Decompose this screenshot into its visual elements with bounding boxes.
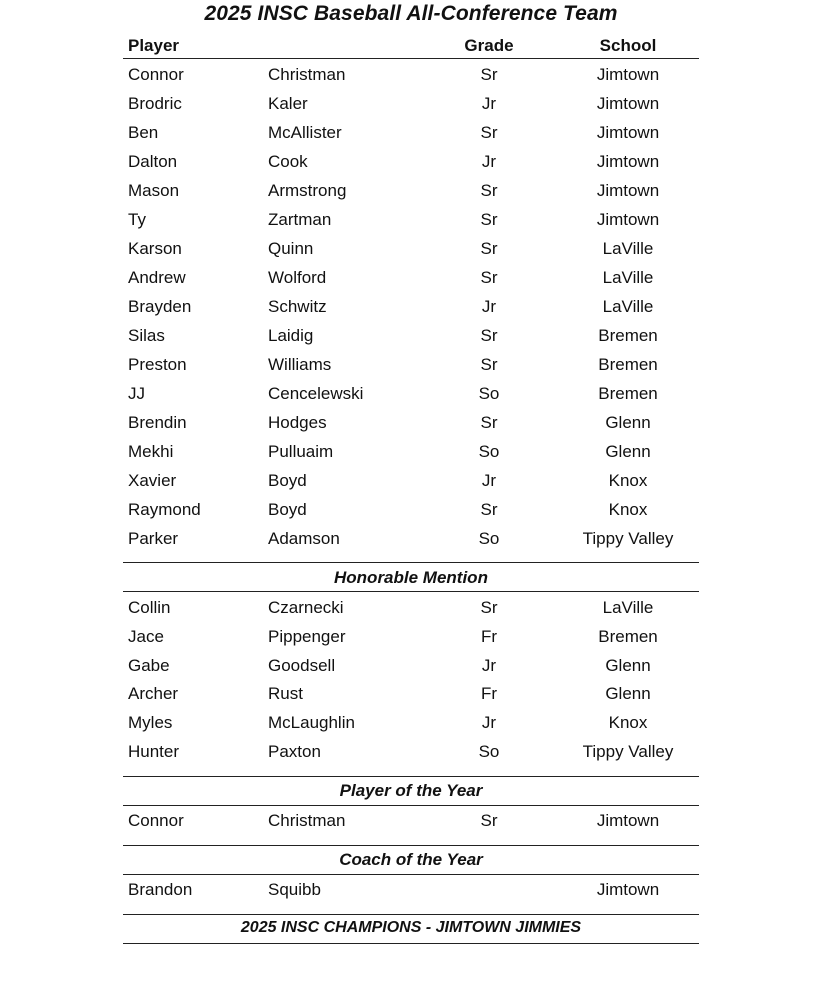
player-last-name: Hodges: [268, 413, 327, 432]
page-title: 2025 INSC Baseball All-Conference Team: [204, 2, 618, 25]
table-row: [123, 708, 699, 737]
player-last-name: Schwitz: [268, 297, 327, 316]
honorable-mention-title: Honorable Mention: [334, 568, 488, 587]
table-row: [123, 651, 699, 680]
table-row: [123, 60, 699, 89]
player-last-name: Pippenger: [268, 626, 346, 646]
player-school: Bremen: [598, 384, 658, 403]
player-school: Glenn: [605, 684, 651, 704]
player-school: LaVille: [602, 239, 654, 258]
divider: [123, 943, 699, 944]
player-first-name: Myles: [128, 713, 173, 733]
player-first-name: Archer: [128, 684, 179, 704]
player-last-name: Christman: [268, 811, 346, 830]
champions-banner: 2025 INSC CHAMPIONS - JIMTOWN JIMMIES: [240, 919, 582, 936]
player-grade: Fr: [480, 626, 498, 646]
player-last-name: Adamson: [268, 529, 340, 548]
player-grade: So: [478, 442, 500, 461]
player-first-name: Jace: [128, 626, 164, 646]
player-grade: Fr: [480, 684, 498, 704]
player-grade: Sr: [480, 268, 498, 287]
divider: [123, 914, 699, 915]
player-first-name: Ben: [128, 123, 159, 142]
player-last-name: Armstrong: [268, 181, 347, 200]
table-row: [123, 321, 699, 350]
player-first-name: Andrew: [128, 268, 186, 287]
player-last-name: Laidig: [268, 326, 314, 345]
player-first-name: Hunter: [128, 742, 180, 761]
player-grade: Jr: [481, 297, 497, 316]
player-grade: Sr: [480, 811, 498, 830]
table-row: [123, 466, 699, 495]
player-first-name: Brayden: [128, 297, 192, 316]
player-first-name: Parker: [128, 529, 179, 548]
table-header: [123, 36, 699, 58]
player-school: Jimtown: [596, 880, 660, 899]
table-row: [123, 147, 699, 176]
player-first-name: Raymond: [128, 500, 201, 519]
table-row: [123, 593, 699, 622]
divider: [123, 591, 699, 592]
divider: [123, 562, 699, 563]
player-last-name: Squibb: [268, 880, 321, 899]
player-grade: Jr: [481, 655, 497, 675]
player-grade: Sr: [480, 123, 498, 142]
player-grade: Sr: [480, 210, 498, 229]
player-grade: Sr: [480, 65, 498, 84]
player-school: Glenn: [605, 655, 651, 675]
player-school: LaVille: [602, 598, 654, 617]
player-school: Knox: [608, 500, 648, 519]
header-player: Player: [128, 36, 180, 55]
player-last-name: Quinn: [268, 239, 314, 258]
player-first-name: Xavier: [128, 471, 177, 490]
player-last-name: Williams: [268, 355, 332, 374]
player-first-name: Ty: [128, 210, 146, 229]
table-row: [123, 622, 699, 651]
table-row: [123, 875, 699, 904]
player-grade: Jr: [481, 94, 497, 113]
player-school: Jimtown: [596, 65, 660, 84]
player-first-name: Mason: [128, 181, 180, 200]
player-school: Jimtown: [596, 181, 660, 200]
table-row: [123, 806, 699, 835]
player-school: Jimtown: [596, 811, 660, 830]
player-first-name: Mekhi: [128, 442, 174, 461]
player-school: Jimtown: [596, 94, 660, 113]
player-first-name: Collin: [128, 598, 171, 617]
player-grade: Jr: [481, 713, 497, 733]
player-first-name: Gabe: [128, 655, 170, 675]
player-first-name: Brendin: [128, 413, 187, 432]
table-row: [123, 524, 699, 553]
table-row: [123, 379, 699, 408]
player-school: LaVille: [602, 297, 654, 316]
table-row: [123, 408, 699, 437]
player-grade: Sr: [480, 355, 498, 374]
player-last-name: Cook: [268, 152, 308, 171]
player-school: Bremen: [598, 326, 658, 345]
player-first-name: Brandon: [128, 880, 193, 899]
player-school: Bremen: [598, 626, 658, 646]
player-last-name: McLaughlin: [268, 713, 355, 733]
player-last-name: Zartman: [268, 210, 332, 229]
player-grade: Sr: [480, 598, 498, 617]
player-first-name: Connor: [128, 65, 184, 84]
player-first-name: Preston: [128, 355, 187, 374]
player-first-name: Silas: [128, 326, 165, 345]
player-school: Knox: [608, 471, 648, 490]
player-last-name: Rust: [268, 684, 303, 704]
player-school: Bremen: [598, 355, 658, 374]
table-row: [123, 118, 699, 147]
table-row: [123, 495, 699, 524]
player-last-name: Boyd: [268, 500, 307, 519]
table-row: [123, 437, 699, 466]
player-school: Glenn: [605, 442, 651, 461]
table-row: [123, 89, 699, 118]
player-last-name: Kaler: [268, 94, 308, 113]
table-row: [123, 292, 699, 321]
divider: [123, 776, 699, 777]
divider: [123, 845, 699, 846]
player-last-name: Pulluaim: [268, 442, 334, 461]
table-row: [123, 679, 699, 708]
player-first-name: Brodric: [128, 94, 182, 113]
player-grade: Jr: [481, 471, 497, 490]
table-row: [123, 176, 699, 205]
player-school: LaVille: [602, 268, 654, 287]
player-last-name: Czarnecki: [268, 598, 344, 617]
player-last-name: Goodsell: [268, 655, 336, 675]
player-grade: So: [478, 742, 500, 761]
table-row: [123, 234, 699, 263]
header-grade: Grade: [464, 36, 514, 55]
player-grade: Sr: [480, 500, 498, 519]
player-grade: Sr: [480, 239, 498, 258]
player-last-name: Boyd: [268, 471, 307, 490]
player-school: Knox: [608, 713, 648, 733]
player-grade: Sr: [480, 413, 498, 432]
player-school: Tippy Valley: [582, 742, 674, 761]
player-school: Glenn: [605, 413, 651, 432]
player-last-name: Paxton: [268, 742, 321, 761]
player-school: Jimtown: [596, 123, 660, 142]
player-last-name: Cencelewski: [268, 384, 364, 403]
table-row: [123, 263, 699, 292]
table-row: [123, 350, 699, 379]
player-grade: So: [478, 384, 500, 403]
player-last-name: McAllister: [268, 123, 342, 142]
table-row: [123, 205, 699, 234]
player-first-name: Karson: [128, 239, 182, 258]
player-of-year-title: Player of the Year: [339, 781, 483, 800]
player-grade: Sr: [480, 326, 498, 345]
divider: [123, 58, 699, 59]
player-school: Jimtown: [596, 210, 660, 229]
player-first-name: Dalton: [128, 152, 178, 171]
player-school: Jimtown: [596, 152, 660, 171]
player-last-name: Christman: [268, 65, 346, 84]
player-grade: So: [478, 529, 500, 548]
coach-of-year-title: Coach of the Year: [339, 850, 483, 869]
player-last-name: Wolford: [268, 268, 327, 287]
player-first-name: JJ: [128, 384, 145, 403]
player-school: Tippy Valley: [582, 529, 674, 548]
player-grade: Jr: [481, 152, 497, 171]
header-school: School: [599, 36, 657, 55]
player-first-name: Connor: [128, 811, 184, 830]
player-grade: Sr: [480, 181, 498, 200]
table-row: [123, 737, 699, 766]
